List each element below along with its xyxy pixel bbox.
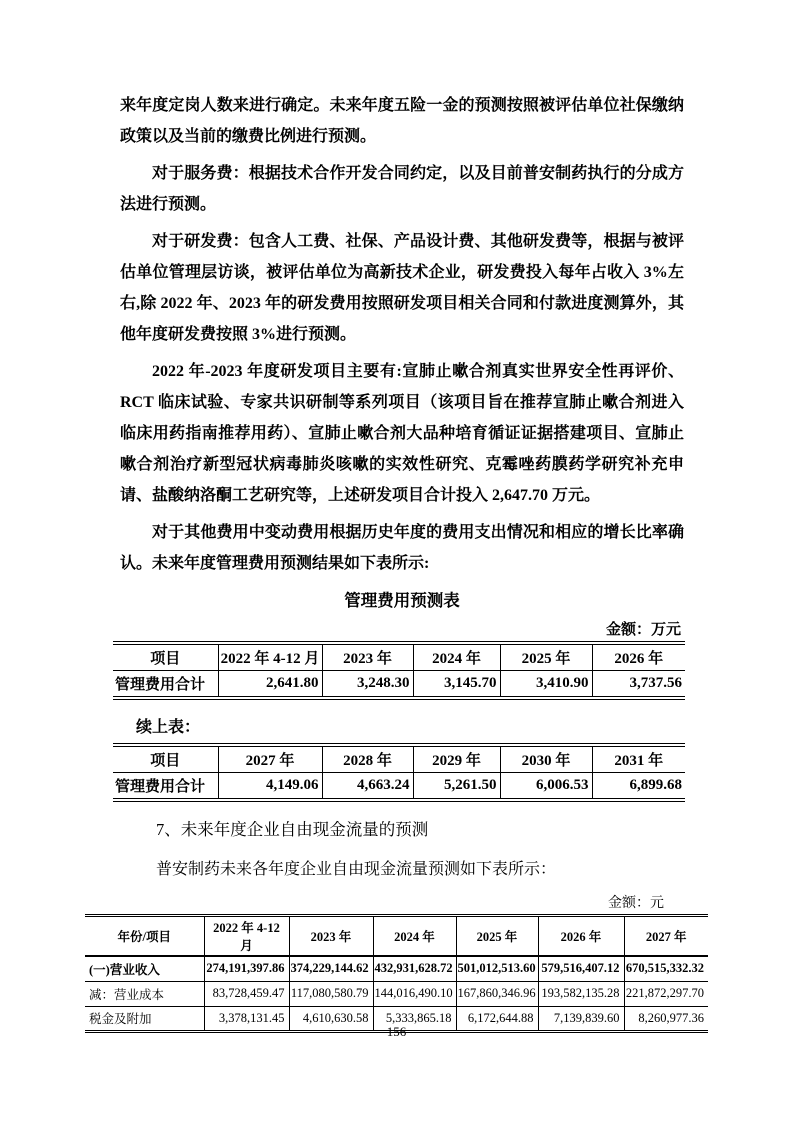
unit-label-wanyuan: 金额：万元 [605, 622, 681, 638]
table-header-row [113, 745, 685, 772]
table-cell: 5,333,865.18 [373, 1006, 456, 1031]
table-cell: 274,191,397.86 [204, 956, 289, 981]
table-header-cell: 2023 年 [289, 916, 373, 957]
expense-table-part2 [113, 743, 685, 802]
section-intro-fcf: 普安制药未来各年度企业自由现金流量预测如下表所示： [156, 861, 557, 878]
table-header-cell: 2026 年 [592, 643, 685, 670]
paragraph-other-expense: 对于其他费用中变动费用根据历史年度的费用支出情况和相应的增长比率确认。未来年度管理费用预测结果如下表所示: [120, 524, 684, 572]
table-header-cell: 2024 年 [373, 916, 456, 957]
table-cell: 144,016,490.10 [373, 981, 456, 1006]
table-cell: 6,899.68 [592, 772, 685, 800]
table-cell: 4,149.06 [218, 772, 322, 800]
table-cell: 5,261.50 [413, 772, 500, 800]
table-cell: 83,728,459.47 [204, 981, 289, 1006]
table-header-cell: 2024 年 [413, 643, 500, 670]
table-cell: 374,229,144.62 [289, 956, 373, 981]
table-cell: 3,378,131.45 [204, 1006, 289, 1031]
table-cell: 6,006.53 [500, 772, 592, 800]
table-header-cell: 2027 年 [624, 916, 708, 957]
table-cell: 167,860,346.96 [456, 981, 538, 1006]
table-header-cell: 年份/项目 [85, 916, 204, 957]
expense-table-title: 管理费用预测表 [344, 591, 460, 610]
table-header-cell: 2025 年 [456, 916, 538, 957]
table-row-label: 管理费用合计 [115, 778, 206, 795]
table-row-label: 减：营业成本 [85, 981, 204, 1006]
table-header-cell: 2031 年 [592, 745, 685, 772]
table-header-cell: 2029 年 [413, 745, 500, 772]
table-header-cell: 2025 年 [500, 643, 592, 670]
table-cell: 7,139,839.60 [538, 1006, 624, 1031]
table-header-cell: 项目 [113, 643, 218, 670]
table-cell: 221,872,297.70 [624, 981, 708, 1006]
table-continuation-label: 续上表： [136, 719, 201, 736]
table-header-cell: 2027 年 [218, 745, 322, 772]
table-cell: 432,931,628.72 [373, 956, 456, 981]
section-heading-fcf: 7、未来年度企业自由现金流量的预测 [156, 820, 429, 839]
table-cell: 8,260,977.36 [624, 1006, 708, 1031]
table-row-revenue [85, 956, 708, 981]
table-cell: 193,582,135.28 [538, 981, 624, 1006]
paragraph-social-insurance: 来年度定岗人数来进行确定。未来年度五险一金的预测按照被评估单位社保缴纳政策以及当前的缴费比例进行预测。 [120, 97, 684, 145]
cashflow-forecast-table [85, 914, 708, 1033]
table-row-label: 管理费用合计 [115, 676, 206, 693]
table-header-row [113, 643, 685, 670]
paragraph-rnd-fee: 对于研发费：包含人工费、社保、产品设计费、其他研发费等，根据与被评估单位管理层访谈，被评估单位为高新技术企业，研发费投入每年占收入 3%左右,除 2022 年、2023 年的研发费用按照研发项目相关合同和付款进度测算外，其他年度研发费按照 3%进行预测。 [120, 233, 684, 343]
table-cell: 2,641.80 [218, 670, 322, 698]
table-cell: 579,516,407.12 [538, 956, 624, 981]
table-header-row [85, 916, 708, 957]
paragraph-service-fee: 对于服务费：根据技术合作开发合同约定，以及目前普安制药执行的分成方法进行预测。 [120, 165, 684, 213]
table-header-cell: 2026 年 [538, 916, 624, 957]
table-header-cell: 2030 年 [500, 745, 592, 772]
unit-label-yuan: 金额：元 [608, 896, 664, 911]
table-header-cell: 项目 [113, 745, 218, 772]
table-cell: 670,515,332.32 [624, 956, 708, 981]
table-header-cell: 2022 年 4-12 月 [204, 916, 289, 957]
table-row [113, 772, 685, 800]
table-row-label: 税金及附加 [89, 1012, 152, 1026]
table-cell: 3,410.90 [500, 670, 592, 698]
table-cell: 4,610,630.58 [289, 1006, 373, 1031]
table-cell: 3,737.56 [592, 670, 685, 698]
expense-table-part1 [113, 641, 685, 700]
table-cell: 3,145.70 [413, 670, 500, 698]
table-row-cost [85, 981, 708, 1006]
table-cell: 117,080,580.79 [289, 981, 373, 1006]
page-number: 156 [386, 1024, 407, 1039]
table-row [113, 670, 685, 698]
table-row-label: (一)营业收入 [85, 956, 204, 981]
table-header-cell: 2028 年 [322, 745, 413, 772]
table-header-cell: 2023 年 [322, 643, 413, 670]
table-cell: 501,012,513.60 [456, 956, 538, 981]
table-header-cell: 2022 年 4-12 月 [218, 643, 322, 670]
table-cell: 6,172,644.88 [456, 1006, 538, 1031]
table-cell: 3,248.30 [322, 670, 413, 698]
paragraph-rnd-projects: 2022 年-2023 年度研发项目主要有:宣肺止嗽合剂真实世界安全性再评价、RCT 临床试验、专家共识研制等系列项目（该项目旨在推荐宣肺止嗽合剂进入临床用药指南推荐用药）、宣肺止嗽合剂大品种培育循证证据搭建项目、宣肺止嗽合剂治疗新型冠状病毒肺炎咳嗽的实效性研究、克霉唑药膜药学研究补充申请、盐酸纳洛酮工艺研究等，上述研发项目合计投入 2,647.70 万元。 [120, 363, 684, 504]
table-cell: 4,663.24 [322, 772, 413, 800]
